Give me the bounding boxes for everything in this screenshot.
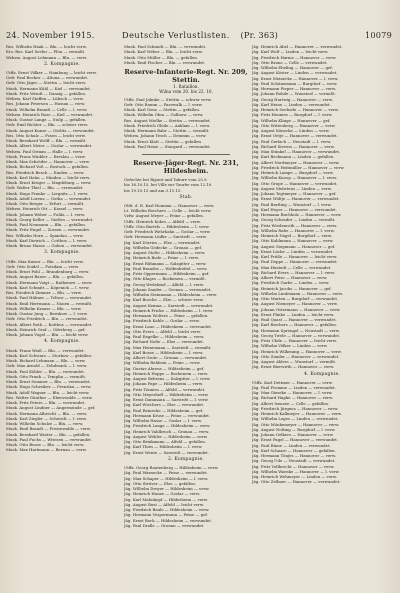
list-line: Musk. Karl Hahn — Minden — leicht verw. [6, 174, 91, 180]
list-line: Jäg. Wilhelm Warnke — Hannover — l. verw. [252, 468, 340, 474]
list-line: Jäg. Georg Hartwig — Hannover — verw. [252, 96, 334, 102]
left-block-1 [6, 70, 118, 249]
list-line: Musk. August Lindner — Angermünde — gef. [6, 405, 96, 411]
list-line: Musk. Emil Brandt — Freienwalde — verw. [6, 426, 91, 432]
list-line: Gefr. Paul Becker — Altona — verwundet. [6, 75, 89, 81]
list-line: Jäg. Otto Marten — Burgdorf — verwundet. [252, 296, 339, 301]
list-line: Musk. Wilhelm Krause — Bln. — verw. [6, 305, 82, 311]
list-line: Musk. Gustav Jung — Beeskow — l. verw. [6, 311, 88, 317]
list-line: Utffz. Ernst Völker — Hamburg — leicht verw. [6, 69, 97, 75]
list-line: Gefr. Walter Thiel — Bln. — verwundet. [6, 185, 84, 191]
list-line: Jäg. Otto Meyerhoff — Hildesheim — verw. [124, 391, 209, 397]
list-line: Jäg. Max Schaper — Hildesheim — l. verw. [124, 475, 209, 481]
list-line: Musk. Otto Müller — Bln. — gefallen. [124, 54, 199, 60]
list-line: Jäg. Hermann Kruse — Peine — verwundet. [124, 412, 211, 418]
list-line: Musk. Richard Voß — Rostock — gefallen. [6, 164, 90, 170]
list-line: Jäg. August Ahlers — Wunstorf — vermißt. [252, 359, 337, 364]
list-line: Vzfw. August Meyer — Peine — gefallen. [124, 213, 205, 219]
list-line: Wehrm. Karl Steffen — Lübeck — verw. [6, 96, 84, 102]
list-line: Musk. Ernst Pohl — Brandenburg — verw. [6, 269, 90, 275]
list-line: Gefr. Max Arnold — Zehdenick — l. verw. [6, 363, 88, 369]
list-line: Jäg. Hermann Sprengel — Neustadt — verw. [252, 327, 340, 333]
list-line: Jäg. Albert Isensee — Celle — gefallen. [252, 400, 330, 406]
list-line: Musk. Wilhelm Schulze — Bln. — verw. [6, 421, 84, 427]
left-block-2 [6, 259, 118, 338]
list-line: Jäg. Friedrich Kahle — Goslar — verw. [124, 318, 200, 324]
list-line: Musk. Adolf Lorenz — Gotha — verwundet. [6, 195, 92, 201]
section-2-lines-2 [124, 465, 248, 528]
list-line: Res. Friedrich Busch — Emden — verw. [6, 169, 85, 175]
list-line: Jäg. Wilhelm Dreyer — Hildesheim — verw. [124, 486, 210, 492]
list-line: Jäg. Karl Wolf — Linden — leicht verw. [252, 49, 329, 55]
list-line: Jäg. Hermann Buchholz — Hannover — verw. [252, 212, 342, 217]
list-line: Jäg. Wilhelm Ebeling — Hannover — gef. [252, 65, 333, 70]
section-2-lines [124, 203, 248, 455]
list-line: Musk. Hermann Bahr — Stettin — vermißt. [124, 128, 210, 133]
list-line: Jäg. Karl Hoyer — Hannover — verwundet. [252, 206, 337, 212]
section-subtitle-1: 1. Bataillon. [173, 84, 199, 89]
section-2-heading-2: 2. Kompagnie. [167, 456, 205, 462]
list-line: Musk. Otto Berger — Erfurt — vermißt. [6, 201, 85, 207]
list-line: Musk. Johann Weber — Fulda — l. verw. [6, 211, 86, 217]
list-line: Jäg. Paul Warnecke — Peine — verwundet. [124, 470, 208, 476]
list-line: Jäg. Karl Mahnkopf — Hildesheim — verw. [124, 496, 208, 502]
list-line: Jäg. Karl Schaare — Hannover — gefallen. [252, 447, 336, 453]
list-line: Jäg. Otto Zellmer — Hannover — verwundet. [252, 479, 341, 485]
list-line: Jäg. Friedrich Heitmüller — Hannover — verw. [252, 164, 345, 170]
list-line: Jäg. Ernst Pagel — Hannover — verwundet. [252, 437, 339, 443]
list-line: Jäg. Heinrich Fricke — Hildesheim — l. verw. [124, 307, 214, 313]
list-line: Gefr. Friedrich Wehrhahn — Goslar — verw. [124, 229, 211, 235]
list-line: Jäg. Heinrich Lampe — Burgdorf — verw. [252, 170, 334, 175]
middle-column [124, 42, 248, 579]
list-line: Jäg. Wilhelm Rehbein — Peine — verw. [124, 360, 201, 366]
list-line: Jäg. Heinrich Abel — Hannover — verwundet. [252, 44, 343, 49]
left-heading-2: 3. Kompagnie. [43, 250, 81, 256]
list-line: Musk. Franz Winkler — Breslau — verw. [6, 153, 86, 159]
list-line: Jäg. August Kemna — Sarstedt — verwundet. [124, 302, 214, 308]
list-line: Jäg. Heinrich Seebode — Hannover — verw. [252, 107, 339, 112]
list-line: Res. Wilhelm Haak — Bln. — leicht verw. [6, 44, 87, 49]
list-line: Jäg. Ernst Bock — Hildesheim — verwundet. [124, 517, 213, 523]
list-line: Musk. Paul Fuchs — Wriezen — verwundet. [6, 436, 93, 442]
list-line: Musk. Karl Genz — Stettin — gefallen. [124, 107, 201, 112]
header-title: Deutsche Verlustlisten. [122, 30, 230, 40]
list-line: Jäg. Fritz Tönnies — Alfeld — verwundet. [124, 386, 206, 392]
section-2-sub-lines [124, 177, 248, 193]
list-line: Jäg. Paul Bartling — Wunstorf — l. verw. [252, 201, 332, 207]
list-line: Jäg. August Köster — Linden — verwundet. [252, 70, 338, 76]
list-line: Jäg. Albert Feise — Hannover — verw. [252, 275, 328, 280]
list-line: Jäg. Wilhelm Loges — Linden — verwundet. [252, 416, 339, 422]
list-line: Utffz. Georg Rautenberg — Hildesheim — verw. [124, 465, 219, 471]
list-line: Jäg. Ernst Bierwirth — Hannover — verw. [252, 364, 335, 370]
list-line: Jäg. Johann Tegtmeyer — Hannover — gef. [252, 191, 337, 196]
list-line: Jäg. Johann Oelkers — Hannover — verw. [252, 432, 334, 438]
list-line: Jäg. Friedrich Baule — Hildesheim — verw. [124, 507, 210, 513]
list-line: Jäg. Fritz Oppermann — Hildesheim — gef. [124, 271, 210, 277]
list-line: Gefr. Otto Ramm — Pasewalk — l. verw. [124, 101, 203, 107]
list-line: Musk. Karl Weber — Bln. — leicht verw. [124, 49, 203, 55]
right-lines-2 [252, 380, 392, 485]
list-line: Jäg. Karl Beckmann — Linden — gefallen. [252, 154, 335, 160]
list-line: Jäg. Otto Kuhlmann — Hannover — verw. [252, 238, 334, 244]
list-line: Jäg. Ernst Wente — Sarstedt — verwundet. [124, 449, 209, 455]
list-line: Ers.-Res. Karl Seeler — Plön — vermißt. [6, 49, 86, 55]
list-line: Res. Wilhelm Horn — Spandau — verw. [6, 232, 84, 238]
list-line: Musk. Paul Köhler — Bln. — verwundet. [6, 368, 85, 374]
list-line: Musk. Franz Weiß — Bln. — verwundet. [6, 347, 85, 353]
list-line: Jäg. August Behrens — Salzgitter — l. verw. [124, 376, 211, 382]
section-title-res-jaeger-231: Reserve-Jäger-Regt. Nr. 231, Hildesheim. [133, 159, 239, 175]
list-line: Jäg. Karl Prüße — Hannover — leicht verw. [252, 254, 338, 259]
list-line: Musk. Heinrich Graf — Oderberg — gef. [6, 326, 86, 332]
list-line: Jäg. Karl Wiechers — Elze — verwundet. [124, 402, 205, 408]
list-line: Jäg. Heinrich Hoppe — Bockenem — verw. [124, 370, 209, 376]
list-line: Jäg. August Rust — Alfeld — leicht verw. [124, 501, 204, 507]
list-line: Res. Johann Petersen — Husum — verw. [6, 101, 86, 107]
section-2-heading: Stab. [179, 194, 193, 200]
list-line: Gefr. Otto Friedrich — Bln. — verwundet. [6, 316, 88, 322]
list-line: Gefr. Emil Richter — Bln. — schwer verw. [6, 122, 89, 128]
list-line: Jäg. Hermann Vespermann — Peine — gef. [124, 512, 208, 518]
list-line: Jäg. Wilhelm Hasse — Goslar — l. verw. [124, 418, 203, 424]
list-line: Wehrm. Paul Grimm — Halle — l. verw. [6, 148, 84, 154]
list-line: Jäg. Wilhelm Lindemann — Hannover — verw. [252, 290, 344, 296]
list-line: Jäg. Ernst Laue — Hildesheim — verwundet. [124, 323, 212, 329]
list-line: Jäg. Gustav Ahrens — Hildesheim — gef. [124, 365, 205, 371]
list-line: Utffz. Heinrich Kohrs — Alfeld — verw. [124, 218, 201, 224]
list-line: Jäg. Heinrich Wilkening — Hannover — verw. [252, 348, 342, 354]
list-line: Jäg. Fritz Uhde — Hannover — leicht verw. [252, 338, 337, 343]
list-line: Musk. Georg Keller — Gießen — verwundet. [6, 216, 94, 222]
list-line: Jäg. Johann Pape — Hildesheim — verw. [124, 381, 203, 387]
list-line: Jäg. Otto Mönkemeyer — Hannover — verw. [252, 421, 340, 427]
list-line: Jäg. Ernst Plinke — Linden — leicht verw. [252, 311, 335, 317]
list-line: Musk. Hermann Albrecht — Bln. — verw. [6, 410, 88, 416]
list-line: Jäg. Otto Klages — Bockenem — vermißt. [124, 276, 206, 282]
list-line: Jäg. Heinrich Bode — Peine — l. verw. [124, 255, 200, 261]
list-line: Jäg. Albert Grote — Gronau — verwundet. [124, 355, 208, 361]
list-line: Jäg. August Siegmann — Hannover — gef. [252, 243, 336, 249]
list-line: bis 19.10.15 und am 3.11.15. [124, 187, 182, 193]
list-line: Musk. Hugo Schreiber — Prenzlau — verw. [6, 384, 92, 390]
list-line: Jäg. Wilhelm Steinmann — Hildesheim — verw. [124, 292, 218, 298]
list-line: Musk. Albert Meier — Goslar — verwundet. [6, 143, 93, 149]
list-line: Utffz. Karl Dettmer — Hannover — verw. [252, 379, 333, 385]
list-line: Jäg. Wilhelm Gödecke — Gronau — gef. [124, 244, 203, 250]
list-line: Gefechte bei Ripont und Tahure vom 25.9. [124, 177, 208, 182]
list-line: Jäg. August Stolte — Hildesheim — verw. [124, 250, 206, 256]
list-line: Jäg. Wilhelm Völker — Linden — verw. [252, 343, 328, 349]
list-line: Musk. Bernhard Wolff — Bln. — vermißt. [6, 138, 87, 144]
list-line: Musk. Otto Busse — Bln. — leicht verw. [6, 442, 85, 448]
left-top-lines [6, 44, 118, 60]
header-issue: (Pr. 363) [240, 30, 279, 40]
list-line: Musk. Paul Schmidt — Bln. — verwundet. [124, 44, 207, 49]
list-line: Jäg. August Könecke — Linden — verw. [252, 128, 330, 133]
list-line: Jäg. Paul Dralle — Gronau — verwundet. [124, 522, 205, 528]
list-line: Jäg. Hermann Tönjes — Hannover — verw. [252, 453, 337, 459]
list-line: Jäg. Otto Bruns — Celle — verwundet. [252, 59, 328, 65]
list-line: Jäg. Karl Busche — Elze — schwer verw. [124, 297, 204, 303]
list-line: Jäg. Otto Wittenberg — Hannover — verw. [252, 122, 336, 128]
list-line: Utffz. Paul Jahnke — Stettin — schwer verw. [124, 96, 212, 102]
list-line: Jäg. Paul Brandes — Wolfenbüttel — verw. [124, 265, 208, 271]
list-line: Jäg. Georg Ude — Neustadt — verwundet. [252, 458, 336, 464]
list-line: Musk. Gustav Lange — Stolp — gefallen. [6, 117, 87, 123]
list-line: Jäg. Friedrich Lange — Hildesheim — verw. [124, 423, 211, 429]
right-lines-1 [252, 44, 392, 370]
list-line: Jäg. Paul Rinne — Linden — verwundet. [252, 442, 331, 448]
list-line: Musk. Johann Vogel — Bln. — leicht verw. [6, 332, 89, 338]
list-line: Jäg. Karl Riechers — Hannover — gefallen. [252, 322, 337, 328]
list-line: Musk. Friedrich Glöde — Anklam — l. verw. [124, 122, 211, 128]
list-line: Jäg. Max Stünkel — Hannover — verwundet. [252, 149, 341, 154]
list-line: Wehrm. Johann Tesch — Demmin — verw. [124, 133, 207, 139]
list-line: Jäg. August Mehrtens — Linden — verw. [252, 185, 332, 191]
list-line: Jäg. Heinrich Hunze — Goslar — verw. [124, 491, 201, 497]
list-line: Musk. Karl Dietrich — Cottbus — l. verw. [6, 237, 88, 243]
list-line: Jäg. Ernst Lücke — Linden — verwundet. [252, 248, 334, 254]
section-divider [142, 154, 230, 155]
list-line: Musk. Otto Frank — Templin — vermißt. [6, 373, 87, 379]
list-line: Musk. Fritz Wendt — Danzig — gefallen. [6, 90, 87, 96]
list-line: Res. Walter Günther — Eberswalde — verw. [6, 394, 93, 400]
list-line: Musk. Fritz Peters — Bln. — verwundet. [6, 400, 86, 406]
list-line: Res. Friedrich Zimmer — Bln. — verw. [6, 290, 82, 296]
list-line: Utffz. Max Kaiser — Bln. — leicht verw. [6, 258, 84, 264]
list-line: Jäg. Ernst Wöltje — Hannover — verwundet. [252, 196, 340, 202]
list-line: Jäg. Otto Evers — Alfeld — leicht verw. [124, 328, 201, 334]
list-line: Jäg. Paul Reinecke — Hildesheim — gef. [124, 407, 204, 413]
section-place-1: Wilna vom 20. bis 22. 10. [159, 89, 213, 95]
list-line: Jäg. Ernst Oetje — Hannover — verwundet. [252, 133, 338, 139]
list-line: Wehrm. August Lehmann — Bln. — verw. [6, 54, 88, 60]
list-line: Musk. Bernhard Winter — Bln. — gefallen. [6, 431, 91, 437]
list-line: Gefr. Otto Seidel — Potsdam — verw. [6, 263, 79, 269]
list-line: Jäg. Otto Brinkmann — Alfeld — gefallen. [124, 439, 206, 445]
right-heading: 4. Kompagnie. [303, 371, 341, 377]
list-line: Gefr. Hermann Lüdke — Sarstedt — verw. [124, 234, 207, 240]
list-line: Musk. Adolf Wagner — Bln. — leicht verw. [6, 389, 90, 395]
list-line: Jäg. August Nolting — Burgdorf — l. verw. [252, 426, 336, 432]
left-column [6, 42, 118, 579]
list-line: Jäg. Hermann Wolters — Peine — gefallen. [124, 313, 209, 319]
list-line: Jäg. Paul Engelke — Hildesheim — verw. [124, 334, 205, 340]
page-header [6, 30, 392, 42]
list-line: Jäg. Richard Hapke — Hannover — verw. [252, 395, 334, 401]
list-line: Jäg. Wilhelm Knoop — Hannover — l. verw. [252, 175, 338, 181]
list-line: Jäg. Georg Schrader — Linden — vermißt. [252, 217, 336, 223]
header-page-number: 10079 [364, 30, 392, 40]
list-line: Jäg. Max Gieseke — Hannover — l. verw. [252, 390, 333, 396]
list-line: Jäg. Otto Grupe — Hannover — verwundet. [252, 180, 338, 186]
list-line: Oblt. d. R. Karl Homann — Hannover — verw. [124, 202, 215, 208]
list-line: Lt. Wilhelm Borchers — Celle — leicht verw. [124, 208, 212, 214]
list-line: Utffz. Otto Bartels — Hildesheim — l. verw. [124, 223, 210, 229]
list-line: Musk. Paul Hübner — Teltow — verwundet. [6, 295, 93, 301]
list-line: Musk. Hermann Kühl — Kiel — verwundet. [6, 85, 91, 91]
list-line: Gefr. Otto Jäger — Stettin — leicht verw. [6, 80, 87, 86]
list-line: Jäg. Hermann Pieper — Hannover — verw. [252, 86, 337, 91]
list-line: Jäg. Heinrich Vahlbruch — Gronau — verw. [124, 428, 210, 434]
list-line: Jäg. Johann Sander — Gronau — verwundet. [124, 286, 212, 292]
list-line: Jäg. Johann Ostermann — Hannover — verw. [252, 306, 341, 312]
left-block-3 [6, 348, 118, 453]
left-heading-1: 2. Kompagnie. [43, 61, 81, 67]
list-line: Musk. Karl Schmitt — Köpenick — l. verw. [6, 284, 90, 290]
left-heading-3: 4. Kompagnie. [43, 339, 81, 345]
list-line: Musk. Wilhelm Brandt — Celle — l. verw. [6, 106, 88, 112]
list-line: Musk. August Kunze — Görlitz — verwundet. [6, 127, 96, 133]
list-line: Jäg. Fritz Wiedenroth — Hannover — verw. [252, 222, 338, 228]
list-line: Musk. Wilhelm Ohm — Gollnow — verw. [124, 112, 204, 118]
header-date: 24. November 1915. [6, 30, 95, 40]
list-line: Jäg. Georg Wedekind — Alfeld — l. verw. [124, 281, 204, 287]
list-line: Wehrm. Heinrich Ott — Kassel — verw. [6, 206, 84, 212]
list-line: Jäg. Ernst Meinecke — Hannover — l. verw. [252, 75, 339, 81]
list-line: Musk. Max Hartmann — Bernau — verw. [6, 447, 87, 453]
list-line: Jäg. Richard Sievers — Hannover — verw. [252, 143, 335, 149]
list-line: Jäg. Otto Strüver — Elze — gefallen. [124, 480, 196, 486]
list-line: Wehrm. Heinrich Rose — Kiel — verwundet. [6, 111, 94, 117]
section-title-res-inf-209: Reserve-Infanterie-Regt. Nr. 209, Stettin. [124, 68, 248, 84]
list-line: Jäg. Richard Evers — Hannover — l. verw. [252, 269, 336, 275]
list-line: Jäg. Georg Twele — Hannover — verwundet. [252, 332, 341, 338]
list-line: Jäg. Karl Bosse — Hildesheim — l. verw. [124, 349, 204, 355]
list-line: Musk. Ernst Krüger — Magdeburg — verw. [6, 180, 92, 186]
list-line: Jäg. August Niemeyer — Hannover — verw. [252, 301, 338, 307]
list-line: Jäg. Fritz Hennies — Burgdorf — l. verw. [252, 112, 333, 118]
list-line: Jäg. Friedrich Jürgens — Hannover — verw. [252, 405, 339, 411]
list-line: Jäg. Friedrich Harms — Hannover — verw. [252, 54, 337, 60]
list-line: Musk. Max Schröder — Hannover — verw. [6, 159, 90, 165]
list-line: Jäg. Paul Deppe — Hannover — verwundet. [252, 259, 338, 265]
list-line: Jäg. Heinrich Kallmeyer — Hannover — verw. [252, 411, 343, 417]
section-1-lines [124, 97, 248, 150]
list-line: Jäg. August Wöhler — Hildesheim — verw. [124, 433, 208, 439]
list-line: bis 16.10.15, bei Ville sur Tourbe vom 12.10. [124, 182, 213, 188]
list-line: Musk. Hermann Voigt — Rathenow — verw. [6, 279, 93, 285]
list-line: Musk. Ernst Klatt — Stettin — gefallen. [124, 138, 203, 144]
list-line: Jäg. Johann Rohde — Wunstorf — vermißt. [252, 91, 336, 97]
list-line: Jäg. Karl Dörries — Elze — verwundet. [124, 239, 201, 245]
list-line: Jäg. Heinrich Jacobs — Hannover — gef. [252, 285, 332, 291]
list-line: Musk. August Bauer — Bln. — gefallen. [6, 274, 84, 280]
list-line: Musk. Bruno Haase — Guben — verwundet. [6, 243, 93, 249]
list-line: Jäg. Richard Nolte — Elze — verwundet. [124, 339, 204, 345]
list-line: Jäg. Ernst Dammann — Sarstedt — l. verw. [124, 397, 209, 403]
list-line: Jäg. Otto Zander — Hannover — verwundet. [252, 353, 340, 359]
list-line: Jäg. Wilhelm Rabe — Hannover — l. verw. [252, 227, 335, 233]
list-line: Jäg. Friedrich Garbe — Linden — verw. [252, 280, 330, 286]
list-line: Jäg. Karl Thies — Hildesheim — l. verw. [124, 444, 203, 450]
list-line: Musk. Richard Lehmann — Bln. — verw. [6, 358, 86, 364]
list-line: Jäg. Albert Nordmeyer — Hannover — verw. [252, 159, 340, 165]
list-line: Jäg. Max Hustedt — Celle — verwundet. [252, 264, 332, 270]
list-line: Jäg. Paul Gerlach — Neustadt — l. verw. [252, 138, 332, 144]
list-line: Musk. Karl Ziegler — Schwedt — l. verw. [6, 415, 87, 421]
list-line: Musk. Karl Schwarz — Storkow — gefallen. [6, 352, 93, 358]
list-line: Jäg. Heinrich Nagel — Burgdorf — verw. [252, 233, 333, 238]
list-line: Musk. Albert Roth — Kottbus — verwundet. [6, 321, 93, 327]
list-line: Jäg. Paul Quast — Hannover — verwundet. [252, 317, 337, 322]
mid-top-lines [124, 44, 248, 65]
list-line: Jäg. Fritz Vollbrecht — Hannover — verw. [252, 463, 335, 469]
header-issue-page [241, 30, 392, 40]
right-column [252, 42, 392, 579]
list-line: Res. August Mielke — Stettin — verwundet. [124, 117, 211, 123]
list-line: Musk. Paul Neumann — Bln. — gefallen. [6, 222, 86, 228]
list-line: Musk. Emil Fischer — Bln. — verwundet. [124, 59, 206, 65]
list-line: Jäg. Wilhelm Klinge — Hannover — gef. [252, 117, 331, 123]
list-line: Jäg. Karl Heine — Linden — verwundet. [252, 101, 331, 107]
list-line: Jäg. Max Heinemann — Sarstedt — vermißt. [124, 344, 212, 350]
list-line: Jäg. Paul Schünemann — Burgdorf — verw. [252, 80, 338, 86]
list-line: Jäg. Heinrich Wehmeyer — Linden — verw. [252, 474, 337, 480]
list-line: Musk. Emil Herrmann — Nauen — vermißt. [6, 300, 93, 306]
list-line: Res. Otto Schulz — Posen — leicht verw. [6, 132, 86, 138]
list-line: Jäg. Paul Fromme — Linden — verwundet. [252, 384, 336, 390]
list-line: Musk. Hugo Franke — Liegnitz — l. verw. [6, 190, 89, 196]
list-line: Musk. Fritz Engel — Zossen — verwundet. [6, 227, 91, 233]
list-line: Jäg. Ernst Rühmann — Salzgitter — verw. [124, 260, 207, 266]
list-line: Musk. Paul Heise — Stargard — verwundet. [124, 143, 211, 149]
list-line: Musk. Ernst Sommer — Bln. — verwundet. [6, 379, 91, 385]
